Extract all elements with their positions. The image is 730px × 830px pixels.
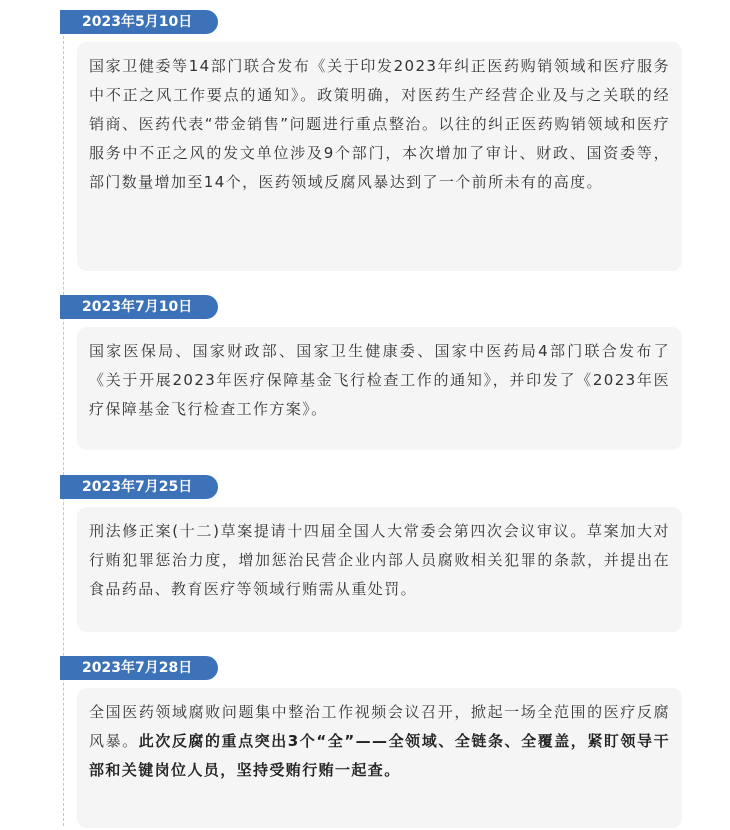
- date-badge: 2023年7月28日: [60, 656, 218, 680]
- entry-text: 刑法修正案(十二)草案提请十四届全国人大常委会第四次会议审议。草案加大对行贿犯罪惩治力度，增加惩治民营企业内部人员腐败相关犯罪的条款，并提出在食品药品、教育医疗等领域行贿需从重处罚。: [89, 522, 670, 598]
- entry-text: 国家医保局、国家财政部、国家卫生健康委、国家中医药局4部门联合发布了《关于开展2023年医疗保障基金飞行检查工作的通知》，并印发了《2023年医疗保障基金飞行检查工作方案》。: [89, 342, 670, 418]
- entry-text: 全国医药领域腐败问题集中整治工作视频会议召开，掀起一场全范围的医疗反腐风暴。: [89, 703, 670, 750]
- timeline-line: [63, 26, 65, 826]
- entry-card: [77, 688, 682, 828]
- entry-card: [77, 507, 682, 632]
- entry-text: 国家卫健委等14部门联合发布《关于印发2023年纠正医药购销领域和医疗服务中不正之风工作要点的通知》。政策明确，对医药生产经营企业及与之关联的经销商、医药代表“带金销售”问题进行重点整治。以往的纠正医药购销领域和医疗服务中不正之风的发文单位涉及9个部门，本次增加了审计、财政、国资委等，部门数量增加至14个，医药领域反腐风暴达到了一个前所未有的高度。: [89, 57, 670, 191]
- entry-card: [77, 42, 682, 271]
- entry-text-bold: 此次反腐的重点突出3个“全”——全领域、全链条、全覆盖，紧盯领导干部和关键岗位人员，坚持受贿行贿一起查。: [89, 732, 671, 779]
- entry-card: [77, 327, 682, 450]
- date-badge: 2023年7月10日: [60, 295, 218, 319]
- date-badge: 2023年7月25日: [60, 475, 218, 499]
- date-badge: 2023年5月10日: [60, 10, 218, 34]
